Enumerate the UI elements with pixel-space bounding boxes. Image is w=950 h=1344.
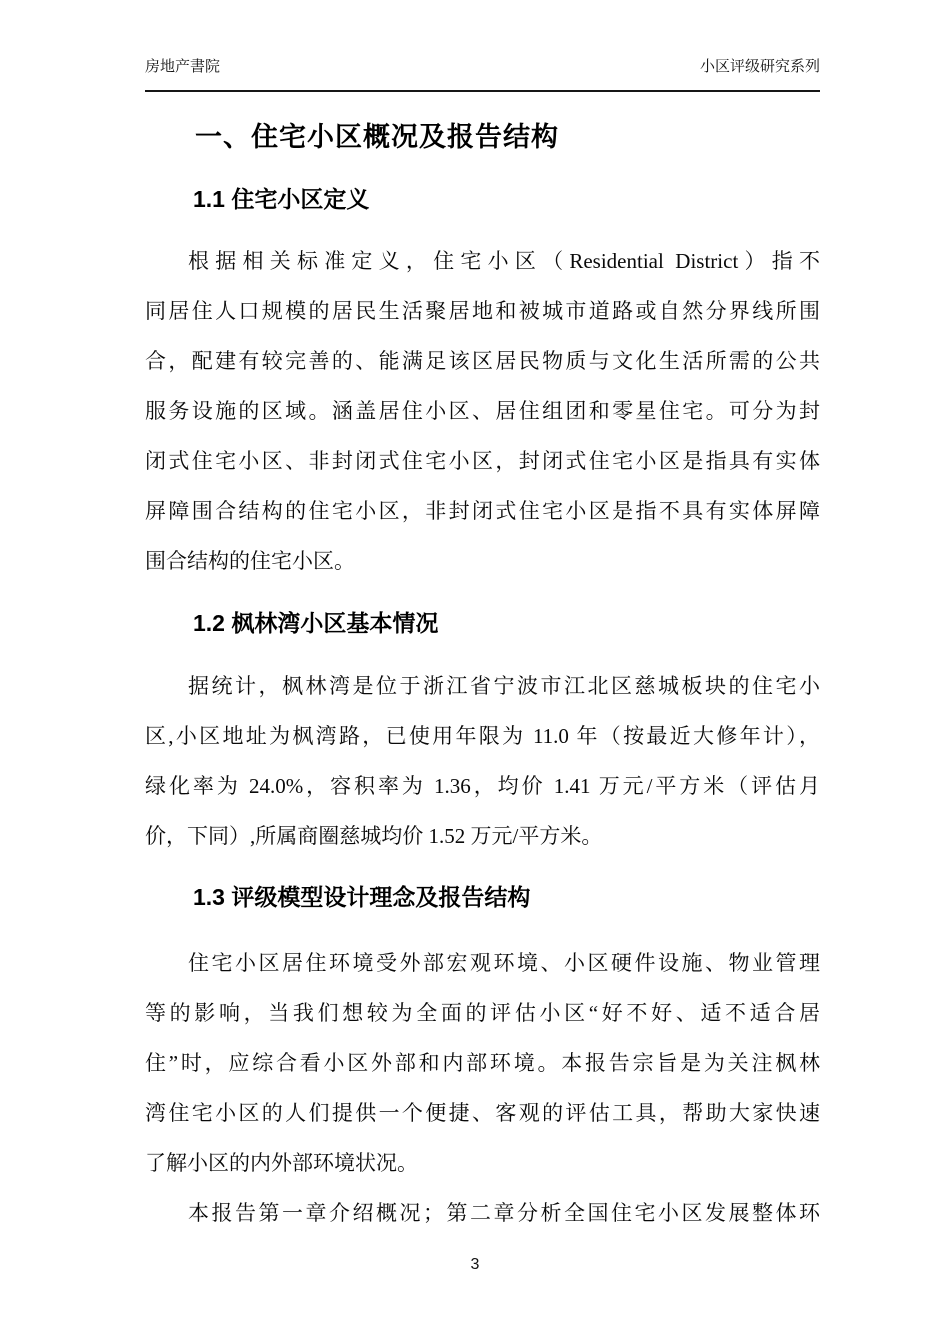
paragraph-model-concept [145, 938, 820, 1188]
text-line: 本报告第一章介绍概况；第二章分析全国住宅小区发展整体环 [188, 1201, 820, 1225]
header-right-text: 小区评级研究系列 [699, 58, 820, 75]
text-line: 价，下同）,所属商圈慈城均价 1.52 万元/平方米。 [145, 824, 603, 848]
page-header [145, 0, 820, 92]
section-title-1-1: 1.1 住宅小区定义 [193, 186, 370, 212]
text-line: 据统计，枫林湾是位于浙江省宁波市江北区慈城板块的住宅小 [188, 674, 820, 698]
text-line: 屏障围合结构的住宅小区，非封闭式住宅小区是指不具有实体屏障 [145, 499, 820, 523]
page-footer [0, 1255, 950, 1275]
text-line: 等的影响，当我们想较为全面的评估小区“好不好、适不适合居 [145, 1001, 820, 1025]
document-body [145, 120, 820, 1238]
text-line: 根据相关标准定义，住宅小区（Residential District）指不 [188, 249, 820, 273]
text-line: 湾住宅小区的人们提供一个便捷、客观的评估工具，帮助大家快速 [145, 1101, 820, 1125]
paragraph-report-structure [145, 1188, 820, 1238]
paragraph-definition [145, 236, 820, 586]
text-line: 了解小区的内外部环境状况。 [145, 1151, 418, 1175]
text-line: 区,小区地址为枫湾路，已使用年限为 11.0 年（按最近大修年计）， [145, 724, 820, 748]
text-line: 住”时，应综合看小区外部和内部环境。本报告宗旨是为关注枫林 [145, 1051, 820, 1075]
text-line: 围合结构的住宅小区。 [145, 549, 355, 573]
section-title-1-3: 1.3 评级模型设计理念及报告结构 [193, 884, 531, 910]
text-line: 同居住人口规模的居民生活聚居地和被城市道路或自然分界线所围 [145, 299, 820, 323]
chapter-title: 一、住宅小区概况及报告结构 [195, 122, 559, 152]
text-line: 住宅小区居住环境受外部宏观环境、小区硬件设施、物业管理 [188, 951, 820, 975]
page-number: 3 [470, 1256, 480, 1273]
text-line: 合，配建有较完善的、能满足该区居民物质与文化生活所需的公共 [145, 349, 820, 373]
header-left-text: 房地产書院 [145, 58, 221, 75]
text-line: 绿化率为 24.0%，容积率为 1.36，均价 1.41 万元/平方米（评估月 [145, 774, 820, 798]
text-line: 闭式住宅小区、非封闭式住宅小区，封闭式住宅小区是指具有实体 [145, 449, 820, 473]
section-title-1-2: 1.2 枫林湾小区基本情况 [193, 610, 439, 636]
text-line: 服务设施的区域。涵盖居住小区、居住组团和零星住宅。可分为封 [145, 399, 820, 423]
paragraph-basic-info [145, 661, 820, 861]
